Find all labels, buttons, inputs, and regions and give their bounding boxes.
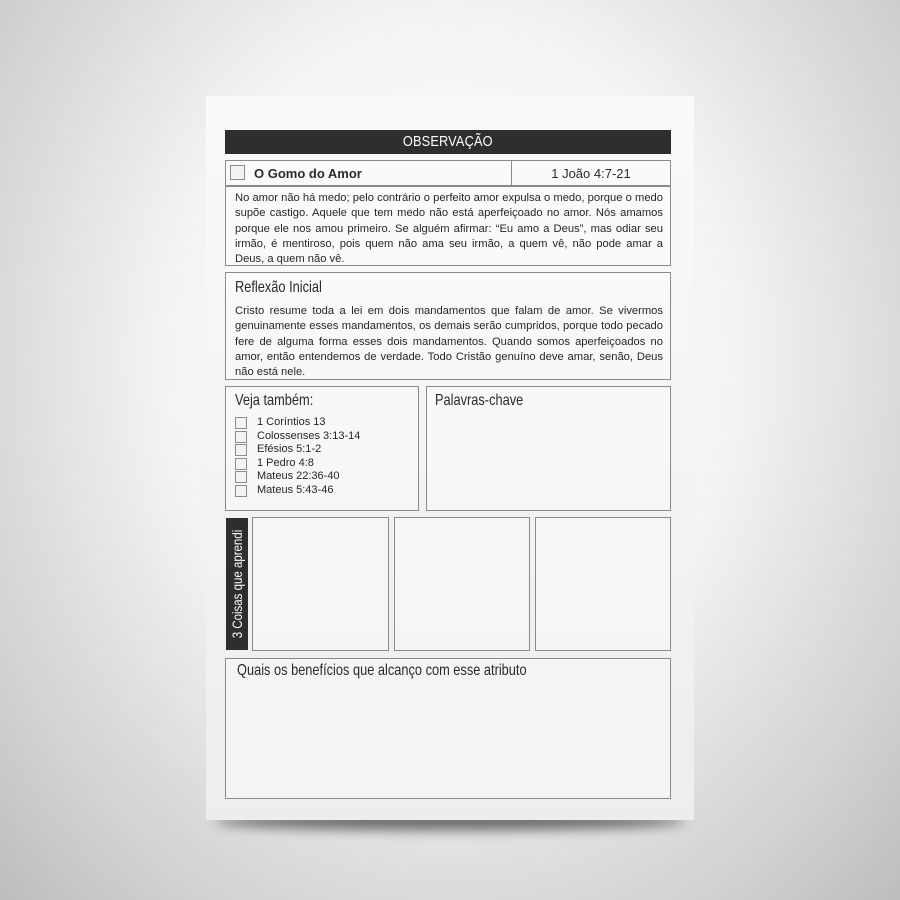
- learned-box-1[interactable]: [252, 517, 389, 651]
- learned-box-3[interactable]: [535, 517, 671, 651]
- benefits-heading: Quais os benefícios que alcanço com esse atributo: [237, 662, 527, 679]
- study-complete-checkbox[interactable]: [230, 165, 245, 180]
- reflection-heading: Reflexão Inicial: [235, 279, 322, 296]
- see-also-item: 1 Coríntios 13: [235, 416, 360, 430]
- see-also-heading: Veja também:: [235, 392, 314, 409]
- section-header-title: OBSERVAÇÃO: [403, 133, 493, 150]
- see-also-item: 1 Pedro 4:8: [235, 457, 360, 471]
- see-also-item: Efésios 5:1-2: [235, 443, 360, 457]
- study-title: O Gomo do Amor: [254, 166, 362, 181]
- study-reference: 1 João 4:7-21: [551, 166, 631, 181]
- keywords-heading: Palavras-chave: [435, 392, 524, 409]
- learned-box-2[interactable]: [394, 517, 530, 651]
- reflection-text: Cristo resume toda a lei em dois mandamentos que falam de amor. Se vivermos genuinamente esses mandamentos, os demais serão cumpridos, porque todo pecado fere de alguma forma esses dois mandamentos. Quando somos aperfeiçoados no amor, então entendemos de verdade. Todo Cristão genuíno deve amar, senão, Deus não está nele.: [235, 305, 663, 379]
- see-also-checkbox[interactable]: [235, 471, 247, 483]
- verse-text: No amor não há medo; pelo contrário o perfeito amor expulsa o medo, porque o medo supõe castigo. Aquele que tem medo não está aperfeiçoado no amor. Nós amamos porque ele nos amou primeiro. Se alguém afirmar: “Eu amo a Deus”, mas odiar seu irmão, é mentiroso, pois quem não ama seu irmão, a quem vê, não pode amar a Deus, a quem não vê.: [235, 192, 663, 266]
- see-also-checkbox[interactable]: [235, 431, 247, 443]
- learned-label: 3 Coisas que aprendi: [229, 529, 245, 639]
- see-also-checkbox[interactable]: [235, 485, 247, 497]
- learned-side-tab: [226, 518, 248, 650]
- section-header-bar: [225, 130, 671, 154]
- see-also-item: Mateus 22:36-40: [235, 470, 360, 484]
- see-also-checkbox[interactable]: [235, 458, 247, 470]
- see-also-item: Colossenses 3:13-14: [235, 430, 360, 444]
- see-also-list: [235, 416, 360, 497]
- see-also-item: Mateus 5:43-46: [235, 484, 360, 498]
- see-also-checkbox[interactable]: [235, 417, 247, 429]
- see-also-checkbox[interactable]: [235, 444, 247, 456]
